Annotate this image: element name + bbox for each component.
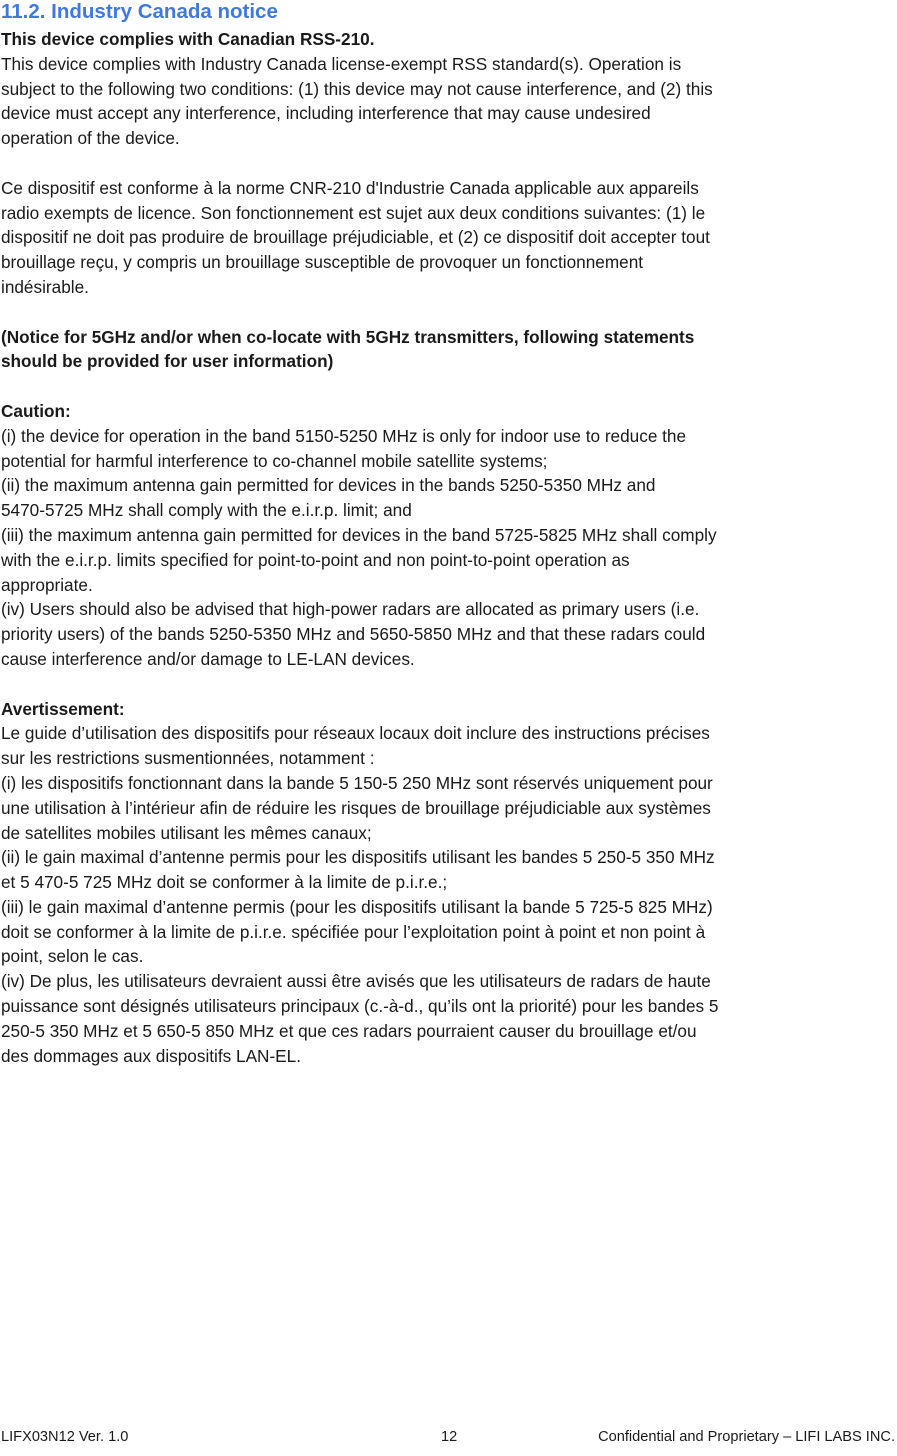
notice-5ghz [0,325,870,375]
compliance-title: This device complies with Canadian RSS-210. [1,29,375,49]
text-line: une utilisation à l’intérieur afin de réduire les risques de brouillage préjudiciable aux systèmes [1,797,711,818]
caution-block [0,399,870,672]
text-line: 250-5 350 MHz et 5 650-5 850 MHz et que ces radars pourraient causer du brouillage et/ou [1,1020,697,1041]
text-line: point, selon le cas. [1,946,144,967]
text-line: doit se conformer à la limite de p.i.r.e. spécifiée pour l’exploitation point à point et non point à [1,921,706,942]
text-line: appropriate. [1,574,93,595]
french-paragraph [0,176,870,300]
text-line: de satellites mobiles utilisant les mêmes canaux; [1,822,372,843]
text-line: (iv) Users should also be advised that high-power radars are allocated as primary users (i.e. [1,599,700,620]
text-line: (ii) the maximum antenna gain permitted for devices in the bands 5250-5350 MHz and [1,475,656,496]
text-line: This device complies with Industry Canada license-exempt RSS standard(s). Operation is [1,53,682,74]
text-line: radio exempts de licence. Son fonctionnement est sujet aux deux conditions suivantes: (1) le [1,202,706,223]
text-line: et 5 470-5 725 MHz doit se conformer à la limite de p.i.r.e.; [1,872,448,893]
text-line: Le guide d’utilisation des dispositifs pour réseaux locaux doit inclure des instructions précises [1,723,710,744]
text-line: operation of the device. [1,128,180,149]
text-line: brouillage reçu, y compris un brouillage susceptible de provoquer un fonctionnement [1,252,644,273]
text-line: (iii) le gain maximal d’antenne permis (pour les dispositifs utilisant la bande 5 725-5 825 MHz) [1,896,713,917]
text-line: subject to the following two conditions: (1) this device may not cause interference, and (2) this [1,78,713,99]
text-line: device must accept any interference, including interference that may cause undesired [1,103,651,124]
text-line: with the e.i.r.p. limits specified for point-to-point and non point-to-point operation as [1,549,630,570]
text-line: indésirable. [1,276,89,297]
text-line: (ii) le gain maximal d’antenne permis pour les dispositifs utilisant les bandes 5 250-5 350 MHz [1,847,715,868]
text-line: (iii) the maximum antenna gain permitted for devices in the band 5725-5825 MHz shall comply [1,524,717,545]
text-line: puissance sont désignés utilisateurs principaux (c.-à-d., qu’ils ont la priorité) pour les bandes 5 [1,996,719,1017]
avertissement-label: Avertissement: [1,698,125,719]
text-line: cause interference and/or damage to LE-LAN devices. [1,648,415,669]
text-line: dispositif ne doit pas produire de brouillage préjudiciable, et (2) ce dispositif doit accepter tout [1,227,710,248]
confidential-notice: Confidential and Proprietary – LIFI LABS INC. [598,1429,895,1445]
text-line: sur les restrictions susmentionnées, notamment : [1,748,375,769]
text-line: (i) les dispositifs fonctionnant dans la bande 5 150-5 250 MHz sont réservés uniquement pour [1,772,713,793]
text-line: potential for harmful interference to co-channel mobile satellite systems; [1,450,548,471]
paragraph-gap [0,300,870,325]
text-line: Ce dispositif est conforme à la norme CNR-210 d'Industrie Canada applicable aux appareils [1,177,699,198]
paragraph-gap [0,151,870,176]
text-line: (i) the device for operation in the band 5150-5250 MHz is only for indoor use to reduce the [1,425,687,446]
caution-label: Caution: [1,400,71,421]
section-heading: 11.2. Industry Canada notice [1,0,278,23]
page-number: 12 [441,1429,458,1445]
text-line: should be provided for user information) [1,351,334,372]
text-line: (iv) De plus, les utilisateurs devraient aussi être avisés que les utilisateurs de radars de haute [1,971,711,992]
avertissement-block [0,697,870,1069]
text-line: (Notice for 5GHz and/or when co-locate with 5GHz transmitters, following statements [1,326,695,347]
english-paragraph [0,52,870,151]
paragraph-gap [0,374,870,399]
text-line: priority users) of the bands 5250-5350 MHz and 5650-5850 MHz and that these radars could [1,624,706,645]
doc-version: LIFX03N12 Ver. 1.0 [1,1429,129,1445]
paragraph-gap [0,672,870,697]
text-line: 5470-5725 MHz shall comply with the e.i.r.p. limit; and [1,500,412,521]
text-line: des dommages aux dispositifs LAN-EL. [1,1045,301,1066]
